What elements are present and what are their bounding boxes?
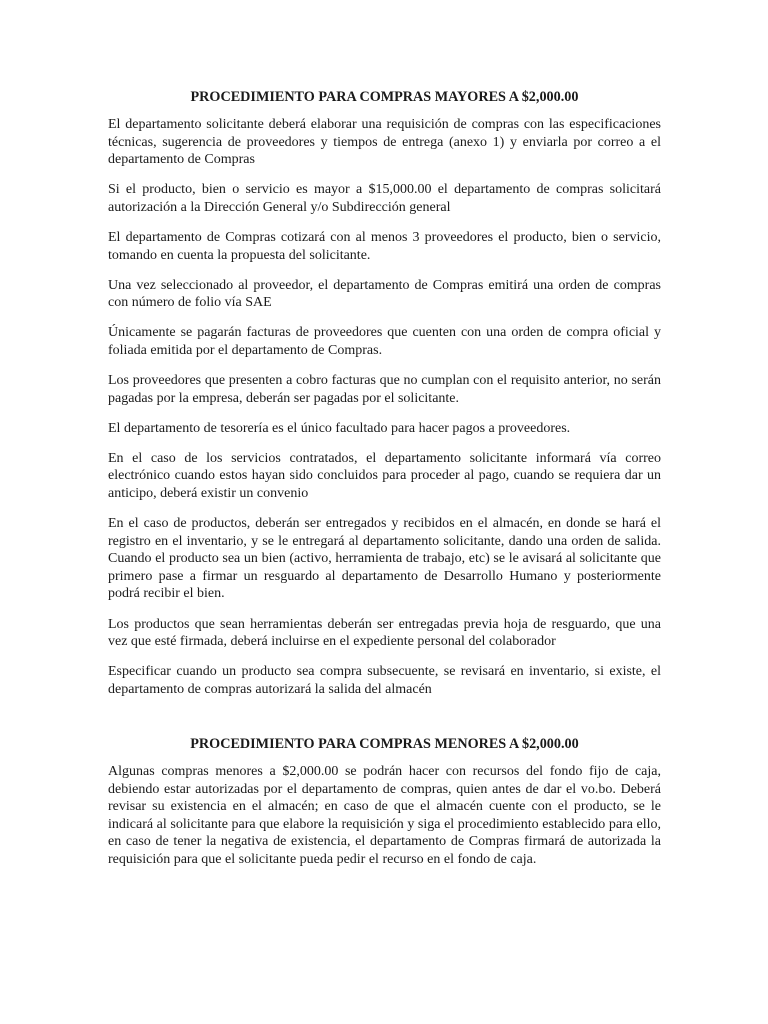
paragraph-requisicion: El departamento solicitante deberá elaborar una requisición de compras con las especificaciones técnicas, sugerencia de proveedores y tiempos de entrega (anexo 1) y enviarla por correo a el departamento de Compras (108, 117, 661, 168)
paragraph-autorizacion: Si el producto, bien o servicio es mayor a $15,000.00 el departamento de compras solicitará autorización a la Dirección General y/o Subdirección general (108, 182, 661, 215)
paragraph-fondo-fijo: Algunas compras menores a $2,000.00 se podrán hacer con recursos del fondo fijo de caja, debiendo estar autorizadas por el departamento de compras, quien antes de dar el vo.bo. Deberá revisar su existencia en el almacén; en caso de que el almacén cuente con el producto, se le indicará al solicitante para que elabore la requisición y siga el procedimiento establecido para ello, en caso de tener la negativa de existencia, el departamento de Compras firmará de autorizada la requisición para que el solicitante pueda pedir el recurso en el fondo de caja. (108, 763, 661, 867)
paragraph-facturas-no-cumplen: Los proveedores que presenten a cobro facturas que no cumplan con el requisito anterior, no serán pagadas por la empresa, deberán ser pagadas por el solicitante. (108, 373, 661, 406)
document-page (108, 88, 661, 881)
section-title-compras-menores: PROCEDIMIENTO PARA COMPRAS MENORES A $2,000.00 (190, 735, 579, 752)
section-title-compras-mayores: PROCEDIMIENTO PARA COMPRAS MAYORES A $2,000.00 (190, 89, 579, 105)
paragraph-herramientas: Los productos que sean herramientas deberán ser entregadas previa hoja de resguardo, que una vez que esté firmada, deberá incluirse en el expediente personal del colaborador (108, 616, 661, 650)
paragraph-pago-facturas: Únicamente se pagarán facturas de proveedores que cuenten con una orden de compra oficial y foliada emitida por el departamento de Compras. (108, 325, 661, 358)
paragraph-tesoreria: El departamento de tesorería es el único facultado para hacer pagos a proveedores. (108, 420, 571, 436)
paragraph-productos: En el caso de productos, deberán ser entregados y recibidos en el almacén, en donde se hará el registro en el inventario, y se le entregará al departamento solicitante, dando una orden de salida. Cuando el producto sea un bien (activo, herramienta de trabajo, etc) se le avisará al solicitante que primero pase a firmar un resguardo al departamento de Desarrollo Humano y posteriormente podrá recibir el bien. (108, 516, 661, 602)
paragraph-orden-compra: Una vez seleccionado al proveedor, el departamento de Compras emitirá una orden de compras con número de folio vía SAE (108, 277, 661, 311)
paragraph-compra-subsecuente: Especificar cuando un producto sea compra subsecuente, se revisará en inventario, si existe, el departamento de compras autorizará la salida del almacén (108, 664, 661, 697)
section-spacer (108, 711, 661, 735)
paragraph-cotizacion: El departamento de Compras cotizará con al menos 3 proveedores el producto, bien o servicio, tomando en cuenta la propuesta del solicitante. (108, 229, 661, 263)
paragraph-servicios: En el caso de los servicios contratados, el departamento solicitante informará vía correo electrónico cuando estos hayan sido concluidos para proceder al pago, cuando se requiera dar un anticipo, deberá existir un convenio (108, 450, 661, 501)
